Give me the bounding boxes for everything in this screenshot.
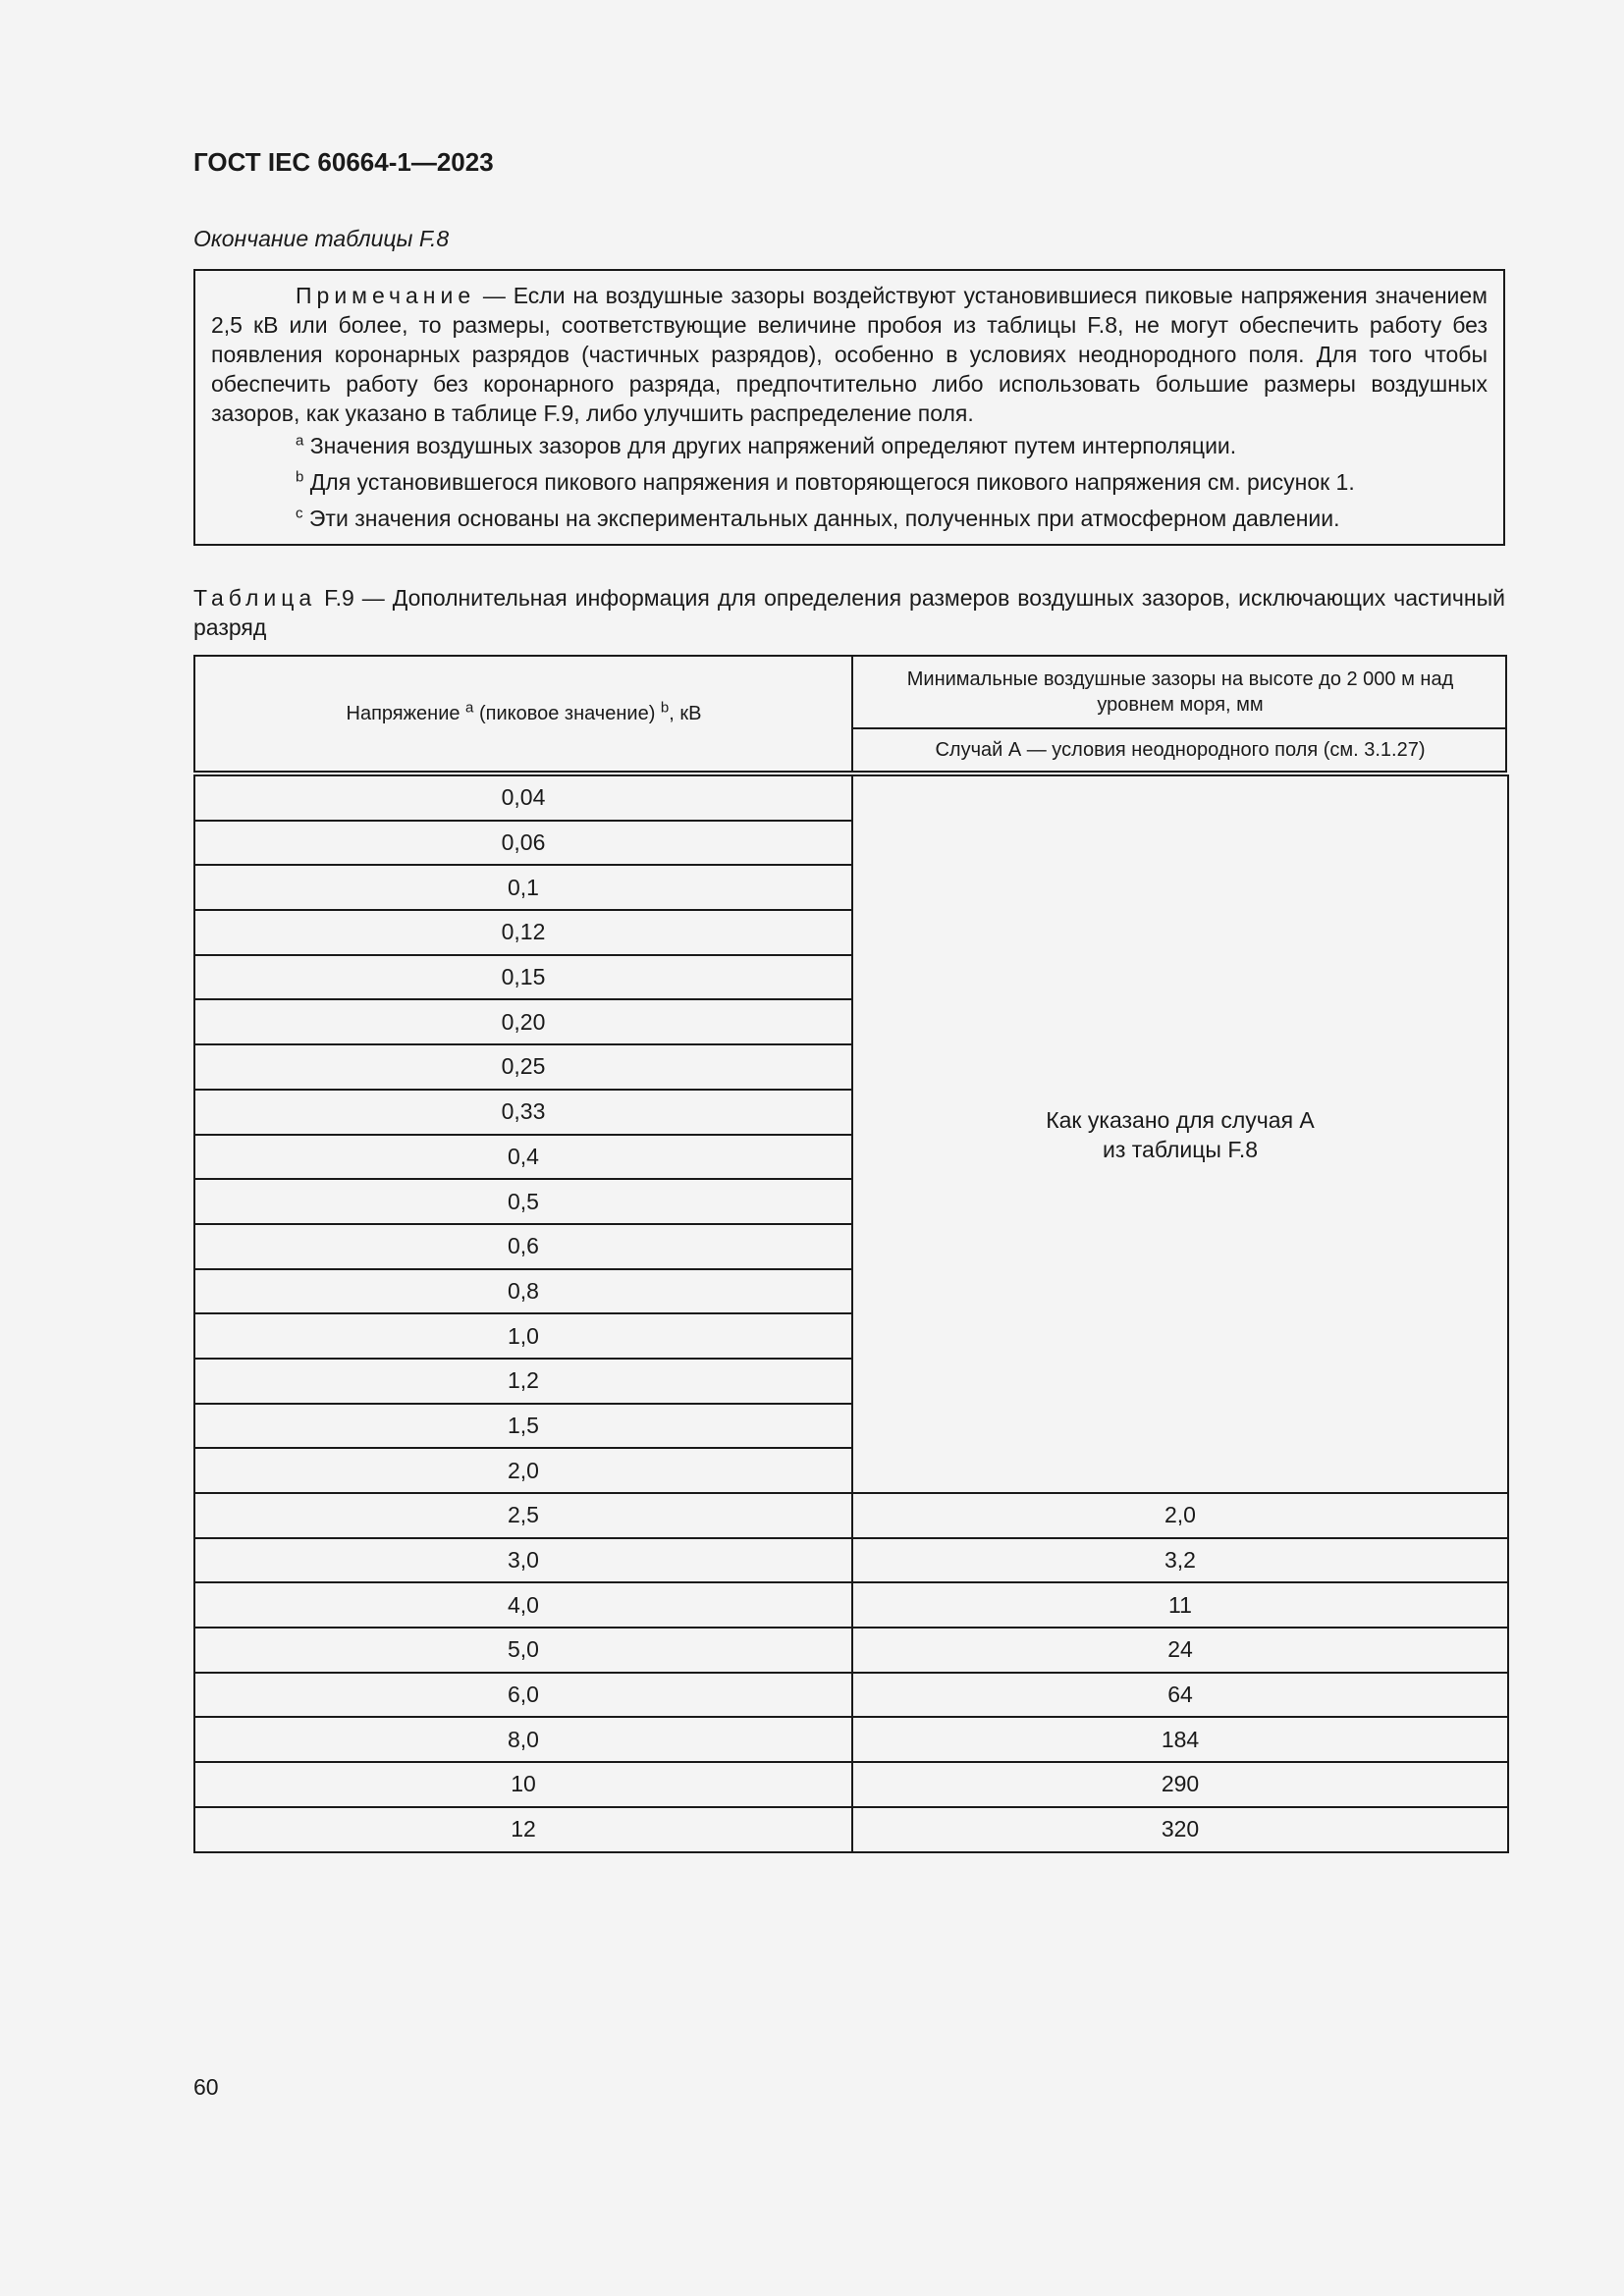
footnote-b xyxy=(211,464,1488,501)
voltage-cell: 12 xyxy=(194,1807,852,1852)
voltage-cell: 0,4 xyxy=(194,1135,852,1180)
header-case-a: Случай А — условия неоднородного поля (см. 3.1.27) xyxy=(935,739,1426,761)
voltage-cell: 0,6 xyxy=(194,1224,852,1269)
note-text: — Если на воздушные зазоры воздействуют установившиеся пиковые напряжения значением 2,5 кВ или более, то размеры, соответствующие величине пробоя из таблицы F.8, не могут обеспечить работу без появления коронарных разрядов (частичных разрядов), особенно в условиях неоднородного поля. Для того чтобы обеспечить работу без коронарного разряда, предпочтительно либо использовать большие размеры воздушных зазоров, как указано в таблице F.9, либо улучшить распределение поля. xyxy=(211,283,1488,426)
footnote-mark: a xyxy=(296,432,304,450)
table-row xyxy=(194,775,1508,821)
header-voltage-unit: , кВ xyxy=(669,703,702,724)
clearance-cell: 11 xyxy=(852,1582,1508,1628)
table-caption xyxy=(193,583,1505,642)
table-body xyxy=(194,775,1508,1852)
voltage-cell: 0,5 xyxy=(194,1179,852,1224)
merged-note-line: из таблицы F.8 xyxy=(1102,1136,1259,1162)
footnote-a xyxy=(211,428,1488,464)
clearance-cell: 64 xyxy=(852,1673,1508,1718)
note-label: Примечание xyxy=(296,283,476,308)
voltage-cell: 1,2 xyxy=(194,1359,852,1404)
clearance-cell: 24 xyxy=(852,1628,1508,1673)
table-caption-label: Таблица xyxy=(193,585,317,611)
voltage-cell: 0,8 xyxy=(194,1269,852,1314)
table-row xyxy=(194,1807,1508,1852)
footnote-text: Эти значения основаны на экспериментальных данных, полученных при атмосферном давлении. xyxy=(302,506,1340,531)
voltage-cell: 0,33 xyxy=(194,1090,852,1135)
voltage-cell: 0,12 xyxy=(194,910,852,955)
voltage-cell: 8,0 xyxy=(194,1717,852,1762)
table-row xyxy=(194,1762,1508,1807)
header-clearance xyxy=(853,657,1507,727)
table-row xyxy=(194,1673,1508,1718)
voltage-cell: 2,0 xyxy=(194,1448,852,1493)
voltage-cell: 0,1 xyxy=(194,865,852,910)
voltage-cell: 1,5 xyxy=(194,1404,852,1449)
footnote-mark: c xyxy=(296,505,303,522)
header-voltage-text-mid: (пиковое значение) xyxy=(473,703,661,724)
voltage-cell: 0,20 xyxy=(194,999,852,1044)
note-paragraph xyxy=(211,281,1488,428)
voltage-cell: 1,0 xyxy=(194,1313,852,1359)
footnote-text: Для установившегося пикового напряжения и повторяющегося пикового напряжения см. рисунок 1. xyxy=(303,469,1355,495)
footnote-text: Значения воздушных зазоров для других напряжений определяют путем интерполяции. xyxy=(303,433,1237,458)
merged-clearance-cell xyxy=(852,775,1508,1493)
clearance-cell: 320 xyxy=(852,1807,1508,1852)
voltage-cell: 5,0 xyxy=(194,1628,852,1673)
voltage-cell: 6,0 xyxy=(194,1673,852,1718)
header-voltage xyxy=(195,657,852,771)
table-row xyxy=(194,1493,1508,1538)
data-table xyxy=(193,774,1507,1853)
footnote-c xyxy=(211,501,1488,537)
table-caption-text: F.9 — Дополнительная информация для определения размеров воздушных зазоров, исключающих частичный разряд xyxy=(193,585,1505,640)
table-row xyxy=(194,1538,1508,1583)
note-box xyxy=(193,269,1505,546)
table-row xyxy=(194,1628,1508,1673)
voltage-cell: 10 xyxy=(194,1762,852,1807)
voltage-cell: 0,15 xyxy=(194,955,852,1000)
voltage-cell: 0,04 xyxy=(194,775,852,821)
clearance-cell: 2,0 xyxy=(852,1493,1508,1538)
page-number: 60 xyxy=(193,2074,219,2100)
voltage-cell: 0,06 xyxy=(194,821,852,866)
voltage-cell: 0,25 xyxy=(194,1044,852,1090)
header-voltage-text: Напряжение xyxy=(346,703,466,724)
document-title: ГОСТ IEC 60664-1—2023 xyxy=(193,147,494,177)
clearance-cell: 290 xyxy=(852,1762,1508,1807)
clearance-cell: 3,2 xyxy=(852,1538,1508,1583)
table-row xyxy=(194,1717,1508,1762)
merged-note-line: Как указано для случая А xyxy=(1046,1106,1315,1133)
voltage-cell: 2,5 xyxy=(194,1493,852,1538)
voltage-cell: 3,0 xyxy=(194,1538,852,1583)
voltage-cell: 4,0 xyxy=(194,1582,852,1628)
footnote-mark: b xyxy=(296,468,304,486)
clearance-cell: 184 xyxy=(852,1717,1508,1762)
table-header xyxy=(193,655,1507,773)
table-row xyxy=(194,1582,1508,1628)
table-continuation-label: Окончание таблицы F.8 xyxy=(193,226,450,251)
footnote-ref-b: b xyxy=(660,699,670,717)
header-clearance-text: Минимальные воздушные зазоры на высоте до 2 000 м над уровнем моря, мм xyxy=(906,668,1454,716)
footnote-ref-a: a xyxy=(465,699,474,717)
